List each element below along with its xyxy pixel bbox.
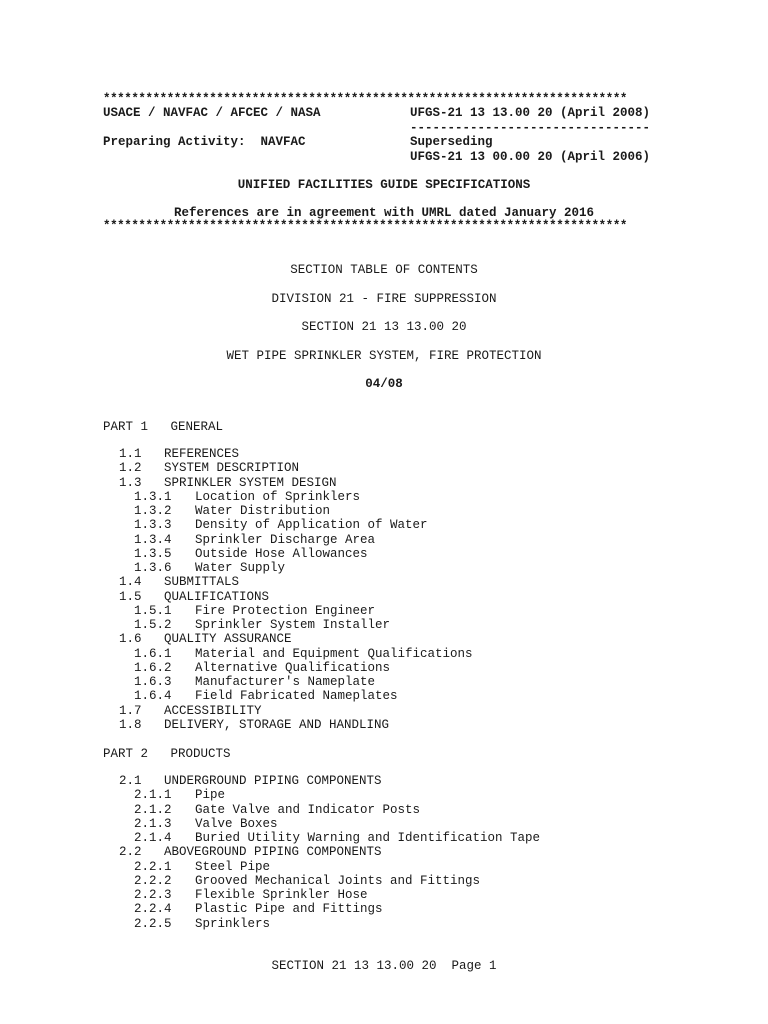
toc-entry-title: Sprinkler Discharge Area	[195, 532, 376, 547]
toc-entry-number: 2.2.5	[134, 916, 172, 931]
toc-entry-number: 2.1.1	[134, 788, 172, 803]
toc-entry-number: 1.5.1	[134, 603, 172, 618]
toc-entry-number: 1.3.6	[134, 561, 172, 575]
toc-entry-title: Manufacturer's Nameplate	[195, 675, 376, 689]
toc-entry	[134, 902, 383, 916]
toc-entry-title: SUBMITTALS	[164, 575, 240, 590]
toc-entry	[134, 533, 375, 547]
toc-entry	[134, 618, 390, 632]
toc-entry	[134, 561, 285, 575]
section-title: SECTION 21 13 13.00 20	[301, 320, 467, 334]
toc-entry-number: 1.6.3	[134, 675, 172, 689]
ufgs-superseded-id: UFGS-21 13 00.00 20 (April 2006)	[410, 150, 651, 164]
toc-entry	[134, 874, 480, 888]
toc-entry	[134, 547, 368, 561]
toc-entry-title: Gate Valve and Indicator Posts	[195, 802, 421, 817]
part-2-heading: PART 2 PRODUCTS	[103, 747, 231, 761]
toc-entry-title: Sprinklers	[195, 916, 271, 931]
toc-entry-title: Pipe	[195, 788, 226, 803]
toc-entry-title: Water Distribution	[195, 504, 331, 518]
header-asterisk-rule-bottom: **************************************************************************	[103, 219, 628, 233]
toc-entry	[119, 718, 389, 732]
toc-entry-number: 1.3.5	[134, 546, 172, 561]
toc-entry-number: 1.7	[119, 703, 142, 718]
references-note: References are in agreement with UMRL dated January 2016	[173, 206, 595, 220]
toc-entry-title: Sprinkler System Installer	[195, 618, 391, 632]
toc-entry-title: ACCESSIBILITY	[164, 703, 262, 718]
date-code: 04/08	[365, 377, 403, 391]
toc-entry-number: 1.6.1	[134, 646, 172, 661]
toc-entry-number: 2.2.2	[134, 873, 172, 888]
toc-entry	[134, 817, 278, 831]
toc-entry-number: 1.4	[119, 575, 142, 590]
toc-entry-number: 1.3.4	[134, 532, 172, 547]
toc-entry	[134, 860, 270, 874]
header-asterisk-rule-top: **************************************************************************	[103, 92, 628, 106]
toc-entry-number: 1.3.2	[134, 504, 172, 518]
toc-entry-number: 1.3.3	[134, 518, 172, 533]
toc-entry-title: Flexible Sprinkler Hose	[195, 888, 368, 902]
toc-entry	[119, 632, 292, 646]
toc-entry-title: Steel Pipe	[195, 859, 271, 874]
toc-entry-number: 2.1.2	[134, 802, 172, 817]
toc-entry-title: Field Fabricated Nameplates	[195, 689, 398, 704]
page-footer: SECTION 21 13 13.00 20 Page 1	[271, 959, 497, 973]
toc-entry-number: 2.2.3	[134, 888, 172, 902]
toc-entry-title: Alternative Qualifications	[195, 660, 391, 675]
toc-entry	[119, 447, 239, 461]
toc-entry-title: DELIVERY, STORAGE AND HANDLING	[164, 717, 390, 732]
toc-entry-number: 1.3	[119, 475, 142, 490]
toc-entry-number: 1.6.4	[134, 689, 172, 704]
toc-entry	[134, 888, 368, 902]
toc-entry	[119, 575, 239, 589]
toc-entry	[134, 604, 375, 618]
toc-entry-number: 1.3.1	[134, 489, 172, 504]
toc-entry-title: Grooved Mechanical Joints and Fittings	[195, 873, 481, 888]
toc-entry	[134, 917, 270, 931]
toc-entry-title: Water Supply	[195, 561, 286, 575]
toc-entry-title: Valve Boxes	[195, 816, 278, 831]
toc-entry	[134, 518, 428, 532]
toc-entry	[134, 675, 375, 689]
toc-entry	[119, 774, 382, 788]
toc-entry-number: 2.2.4	[134, 902, 172, 917]
toc-entry	[134, 803, 420, 817]
toc-entry	[119, 704, 262, 718]
toc-entry	[134, 661, 390, 675]
toc-entry-title: QUALIFICATIONS	[164, 589, 270, 604]
toc-entry-title: Fire Protection Engineer	[195, 603, 376, 618]
toc-entry-number: 1.6	[119, 632, 142, 647]
toc-entry-number: 2.1.3	[134, 816, 172, 831]
toc-entry-number: 1.5	[119, 589, 142, 604]
toc-entry-number: 2.1.4	[134, 831, 172, 845]
toc-entry-title: Density of Application of Water	[195, 518, 428, 533]
ufgs-dash-rule: --------------------------------	[410, 121, 651, 135]
toc-entry-title: QUALITY ASSURANCE	[164, 632, 292, 647]
toc-entry-number: 1.1	[119, 447, 142, 461]
toc-entry	[134, 504, 330, 518]
toc-entry-title: SYSTEM DESCRIPTION	[164, 461, 300, 476]
unified-facilities-title: UNIFIED FACILITIES GUIDE SPECIFICATIONS	[237, 178, 531, 192]
toc-entry-title: UNDERGROUND PIPING COMPONENTS	[164, 774, 382, 788]
toc-entry-title: Location of Sprinklers	[195, 489, 361, 504]
toc-entry-title: Buried Utility Warning and Identification Tape	[195, 831, 541, 845]
toc-entry	[119, 845, 382, 859]
toc-entry	[134, 788, 225, 802]
toc-entry-number: 2.2.1	[134, 859, 172, 874]
toc-entry	[134, 689, 398, 703]
ufgs-current-id: UFGS-21 13 13.00 20 (April 2008)	[410, 106, 651, 120]
agencies-line: USACE / NAVFAC / AFCEC / NASA	[103, 106, 321, 120]
toc-entry-number: 1.6.2	[134, 660, 172, 675]
toc-entry-number: 2.2	[119, 845, 142, 860]
toc-entry-number: 1.2	[119, 461, 142, 476]
system-title: WET PIPE SPRINKLER SYSTEM, FIRE PROTECTION	[226, 349, 542, 363]
toc-entry-title: SPRINKLER SYSTEM DESIGN	[164, 475, 337, 490]
toc-entry-title: ABOVEGROUND PIPING COMPONENTS	[164, 845, 382, 860]
toc-entry-title: Plastic Pipe and Fittings	[195, 902, 383, 917]
toc-entry	[134, 647, 473, 661]
division-title: DIVISION 21 - FIRE SUPPRESSION	[271, 292, 497, 306]
toc-title: SECTION TABLE OF CONTENTS	[290, 263, 478, 277]
part-1-heading: PART 1 GENERAL	[103, 420, 224, 434]
toc-entry-number: 1.8	[119, 717, 142, 732]
superseding-label: Superseding	[410, 135, 493, 149]
toc-entry	[134, 490, 360, 504]
toc-entry-number: 1.5.2	[134, 618, 172, 632]
toc-entry	[134, 831, 540, 845]
toc-entry-title: Material and Equipment Qualifications	[195, 646, 473, 661]
toc-entry	[119, 476, 337, 490]
toc-entry	[119, 461, 299, 475]
toc-entry	[119, 590, 269, 604]
preparing-activity: Preparing Activity: NAVFAC	[103, 135, 306, 149]
toc-entry-number: 2.1	[119, 774, 142, 788]
toc-entry-title: Outside Hose Allowances	[195, 546, 368, 561]
toc-entry-title: REFERENCES	[164, 447, 240, 461]
